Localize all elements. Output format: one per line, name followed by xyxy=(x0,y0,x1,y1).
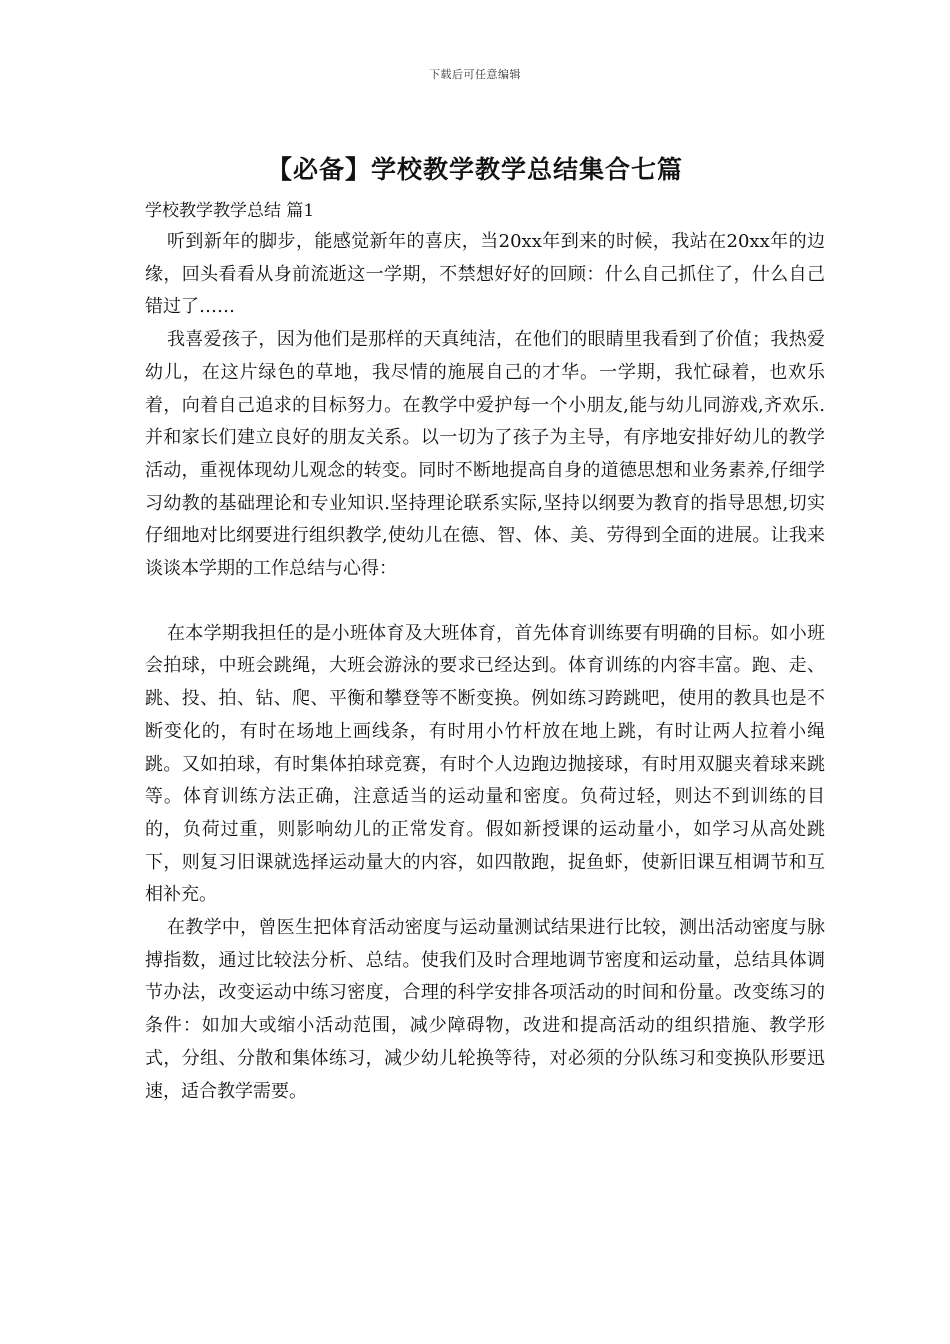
paragraph-4: 在教学中，曾医生把体育活动密度与运动量测试结果进行比较，测出活动密度与脉搏指数，通过比较法分析、总结。使我们及时合理地调节密度和运动量，总结具体调节办法，改变运动中练习密度，合理的科学安排各项活动的时间和份量。改变练习的条件：如加大或缩小活动范围，减少障碍物，改进和提高活动的组织措施、教学形式，分组、分散和集体练习，减少幼儿轮换等待，对必须的分队练习和变换队形要迅速，适合教学需要。 xyxy=(145,917,825,1102)
header-note: 下载后可任意编辑 xyxy=(429,68,521,81)
section-heading: 学校教学教学总结 篇1 xyxy=(145,201,315,221)
document-body xyxy=(145,196,825,1108)
document-title: 【必备】学校教学教学总结集合七篇 xyxy=(266,155,683,184)
paragraph-2: 我喜爱孩子，因为他们是那样的天真纯洁，在他们的眼睛里我看到了价值；我热爱幼儿，在这片绿色的草地，我尽情的施展自己的才华。一学期，我忙碌着，也欢乐着，向着自己追求的目标努力。在教学中爱护每一个小朋友,能与幼儿同游戏,齐欢乐.并和家长们建立良好的朋友关系。以一切为了孩子为主导，有序地安排好幼儿的教学活动，重视体现幼儿观念的转变。同时不断地提高自身的道德思想和业务素养,仔细学习幼教的基础理论和专业知识.坚持理论联系实际,坚持以纲要为教育的指导思想,切实仔细地对比纲要进行组织教学,使幼儿在德、智、体、美、劳得到全面的进展。让我来谈谈本学期的工作总结与心得： xyxy=(145,329,825,580)
paragraph-3: 在本学期我担任的是小班体育及大班体育，首先体育训练要有明确的目标。如小班会拍球，中班会跳绳，大班会游泳的要求已经达到。体育训练的内容丰富。跑、走、跳、投、拍、钻、爬、平衡和攀登等不断变换。例如练习跨跳吧，使用的教具也是不断变化的，有时在场地上画线条，有时用小竹杆放在地上跳，有时让两人拉着小绳跳。又如拍球，有时集体拍球竞赛，有时个人边跑边抛接球，有时用双腿夹着球来跳等。体育训练方法正确，注意适当的运动量和密度。负荷过轻，则达不到训练的目的，负荷过重，则影响幼儿的正常发育。假如新授课的运动量小，如学习从高处跳下，则复习旧课就选择运动量大的内容，如四散跑，捉鱼虾，使新旧课互相调节和互相补充。 xyxy=(145,622,825,906)
paragraph-1: 听到新年的脚步，能感觉新年的喜庆，当20xx年到来的时候，我站在20xx年的边缘，回头看看从身前流逝这一学期，不禁想好好的回顾：什么自己抓住了，什么自己错过了…… xyxy=(145,231,825,318)
